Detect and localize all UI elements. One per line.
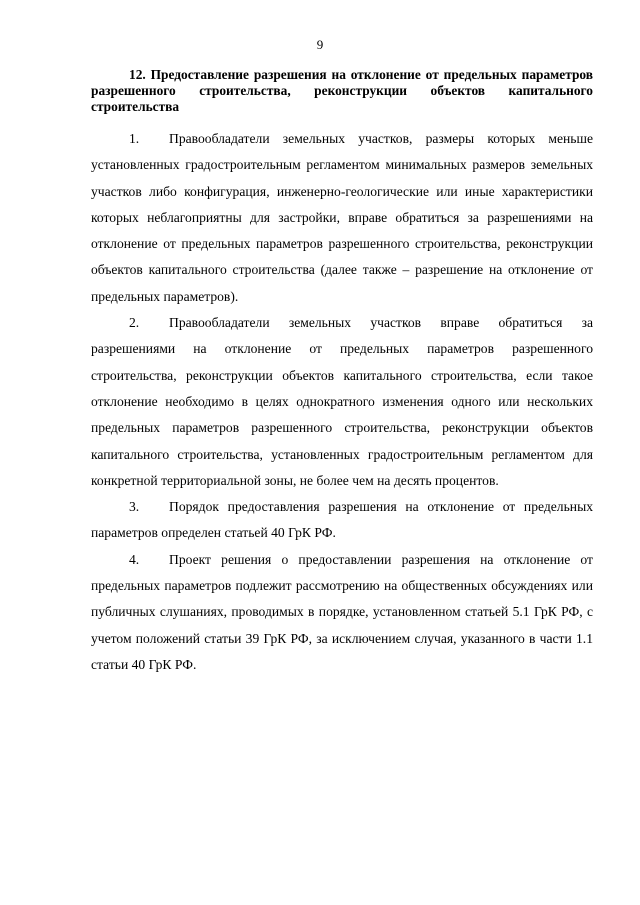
document-body [91, 67, 593, 678]
paragraph-1 [91, 126, 593, 310]
paragraph-2 [91, 310, 593, 494]
paragraph-text: Проект решения о предоставлении разрешения на отклонение от предельных параметров подлежит рассмотрению на общественных обсуждениях или публичных слушаниях, проводимых в порядке, установленном статьей 5.1 ГрК РФ, с учетом положений статьи 39 ГрК РФ, за исключением случая, указанного в части 1.1 статьи 40 ГрК РФ. [91, 551, 593, 672]
section-heading: 12. Предоставление разрешения на отклонение от предельных параметров разрешенного строительства, реконструкции объектов капитального строительства [91, 67, 593, 114]
paragraph-number: 4. [129, 551, 140, 567]
paragraph-3 [91, 494, 593, 547]
paragraph-text: Правообладатели земельных участков вправе обратиться за разрешениями на отклонение от предельных параметров разрешенного строительства, реконструкции объектов капитального строительства, если такое отклонение необходимо в целях однократного изменения одного или нескольких предельных параметров разрешенного строительства, реконструкции объектов капитального строительства, установленных градостроительным регламентом для конкретной территориальной зоны, не более чем на десять процентов. [91, 315, 593, 488]
paragraph-number: 2. [129, 315, 140, 331]
paragraph-4 [91, 547, 593, 678]
paragraph-number: 1. [129, 131, 140, 146]
paragraph-text: Порядок предоставления разрешения на отклонение от предельных параметров определен статьей 40 ГрК РФ. [91, 499, 593, 541]
paragraph-number: 3. [129, 499, 140, 515]
page-number: 9 [316, 37, 324, 52]
paragraph-text: Правообладатели земельных участков, размеры которых меньше установленных градостроительным регламентом минимальных размеров земельных участков либо конфигурация, инженерно-геологические или иные характеристики которых неблагоприятны для застройки, вправе обратиться за разрешениями на отклонение от предельных параметров разрешенного строительства, реконструкции объектов капитального строительства (далее также – разрешение на отклонение от предельных параметров). [91, 131, 593, 304]
